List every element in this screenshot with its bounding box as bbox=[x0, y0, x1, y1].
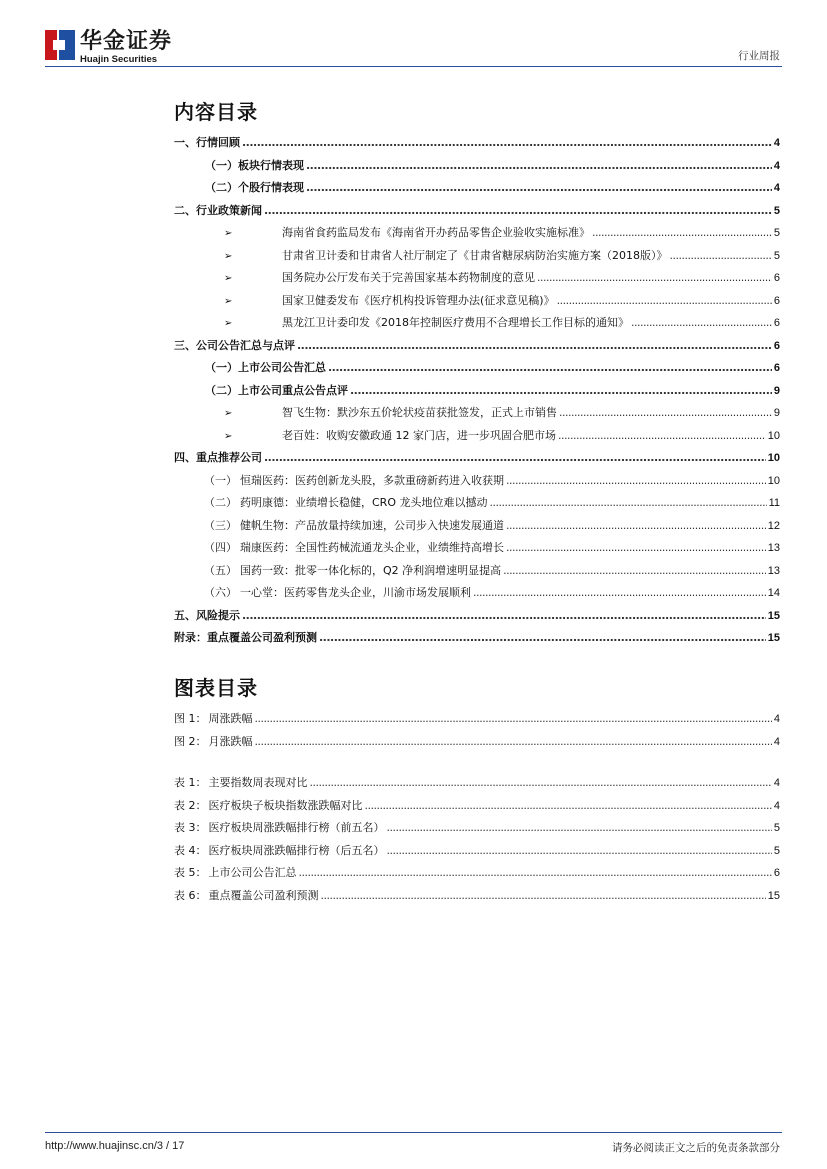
figures-title: 图表目录 bbox=[174, 676, 258, 700]
toc-entry[interactable]: （二） 上市公司重点公告点评 ..... 9 bbox=[174, 382, 780, 405]
huajin-logo-mark bbox=[45, 30, 75, 60]
toc-entry[interactable]: （二） 个股行情表现 ..... 4 bbox=[174, 179, 780, 202]
bullet-arrow-icon: ➢ bbox=[224, 295, 233, 307]
toc-entry[interactable]: （五） 国药一致：批零一体化标的，Q2 净利润增速明显提高 ..... 13 bbox=[174, 562, 780, 585]
figure-entry[interactable]: 图 2： 月涨跌幅 ..... 4 bbox=[174, 733, 780, 756]
toc-entry[interactable]: （四） 瑞康医药：全国性药械流通龙头企业，业绩维持高增长 ..... 13 bbox=[174, 539, 780, 562]
toc-entry[interactable]: 二、 行业政策新闻 ..... 5 bbox=[174, 202, 780, 225]
toc-entry[interactable]: （二） 药明康德：业绩增长稳健，CRO 龙头地位难以撼动 ..... 11 bbox=[174, 494, 780, 517]
toc-entry[interactable]: （一） 恒瑞医药：医药创新龙头股，多款重磅新药进入收获期 ..... 10 bbox=[174, 472, 780, 495]
bullet-arrow-icon: ➢ bbox=[224, 228, 233, 239]
header-divider bbox=[45, 66, 782, 67]
toc-entry[interactable]: （三） 健帆生物：产品放量持续加速，公司步入快速发展通道 ..... 12 bbox=[174, 517, 780, 540]
footer-url-page[interactable]: http://www.huajinsc.cn/3 / 17 bbox=[45, 1140, 185, 1152]
bullet-arrow-icon: ➢ bbox=[224, 408, 233, 419]
bullet-arrow-icon: ➢ bbox=[224, 318, 233, 329]
toc-entry[interactable]: ➢ 国务院办公厅发布关于完善国家基本药物制度的意见 ..... 6 bbox=[174, 269, 780, 292]
figure-entry[interactable]: 图 1： 周涨跌幅 ..... 4 bbox=[174, 710, 780, 733]
table-entry[interactable]: 表 6： 重点覆盖公司盈利预测 ..... 15 bbox=[174, 887, 780, 910]
toc-entry[interactable]: ➢ 甘肃省卫计委和甘肃省人社厅制定了《甘肃省糖尿病防治实施方案（2018版）》 ..... 5 bbox=[174, 247, 780, 270]
bullet-arrow-icon: ➢ bbox=[224, 250, 233, 262]
toc-entry[interactable]: ➢ 黑龙江卫计委印发《2018年控制医疗费用不合理增长工作目标的通知》 ..... 6 bbox=[174, 314, 780, 337]
toc-entry[interactable]: 一、 行情回顾 ..... 4 bbox=[174, 134, 780, 157]
table-entry[interactable]: 表 4： 医疗板块周涨跌幅排行榜（后五名） ..... 5 bbox=[174, 842, 780, 865]
table-entry[interactable]: 表 2： 医疗板块子板块指数涨跌幅对比 ..... 4 bbox=[174, 797, 780, 820]
figure-list bbox=[174, 710, 780, 755]
toc-entry[interactable]: （六） 一心堂：医药零售龙头企业，川渝市场发展顺利 ..... 14 bbox=[174, 584, 780, 607]
toc-entry[interactable]: 四、 重点推荐公司 ..... 10 bbox=[174, 449, 780, 472]
bullet-arrow-icon: ➢ bbox=[224, 430, 233, 442]
toc-entry[interactable]: ➢ 老百姓：收购安徽政通 12 家门店，进一步巩固合肥市场 ..... 10 bbox=[174, 427, 780, 450]
table-entry[interactable]: 表 3： 医疗板块周涨跌幅排行榜（前五名） ..... 5 bbox=[174, 819, 780, 842]
toc-entry[interactable]: 附录： 重点覆盖公司盈利预测 ..... 15 bbox=[174, 629, 780, 652]
toc-entry[interactable]: ➢ 国家卫健委发布《医疗机构投诉管理办法(征求意见稿)》 ..... 6 bbox=[174, 292, 780, 315]
table-of-contents bbox=[174, 134, 780, 652]
toc-entry[interactable]: ➢ 智飞生物：默沙东五价轮状疫苗获批签发，正式上市销售 ..... 9 bbox=[174, 404, 780, 427]
table-entry[interactable]: 表 1： 主要指数周表现对比 ..... 4 bbox=[174, 774, 780, 797]
toc-title: 内容目录 bbox=[174, 100, 258, 124]
bullet-arrow-icon: ➢ bbox=[224, 273, 233, 284]
toc-entry[interactable]: （一） 上市公司公告汇总 ..... 6 bbox=[174, 359, 780, 382]
logo-chinese-name: 华金证券 bbox=[80, 29, 173, 54]
table-entry[interactable]: 表 5： 上市公司公告汇总 ..... 6 bbox=[174, 864, 780, 887]
table-list bbox=[174, 774, 780, 909]
footer-divider bbox=[45, 1132, 782, 1133]
company-logo bbox=[45, 30, 172, 65]
toc-entry[interactable]: 五、 风险提示 ..... 15 bbox=[174, 607, 780, 630]
report-type: 行业周报 bbox=[738, 50, 780, 62]
toc-entry[interactable]: （一） 板块行情表现 ..... 4 bbox=[174, 157, 780, 180]
footer-disclaimer: 请务必阅读正文之后的免责条款部分 bbox=[612, 1142, 780, 1154]
toc-entry[interactable]: 三、 公司公告汇总与点评 ..... 6 bbox=[174, 337, 780, 360]
logo-english-name: Huajin Securities bbox=[80, 54, 158, 65]
toc-entry[interactable]: ➢ 海南省食药监局发布《海南省开办药品零售企业验收实施标准》 ..... 5 bbox=[174, 224, 780, 247]
